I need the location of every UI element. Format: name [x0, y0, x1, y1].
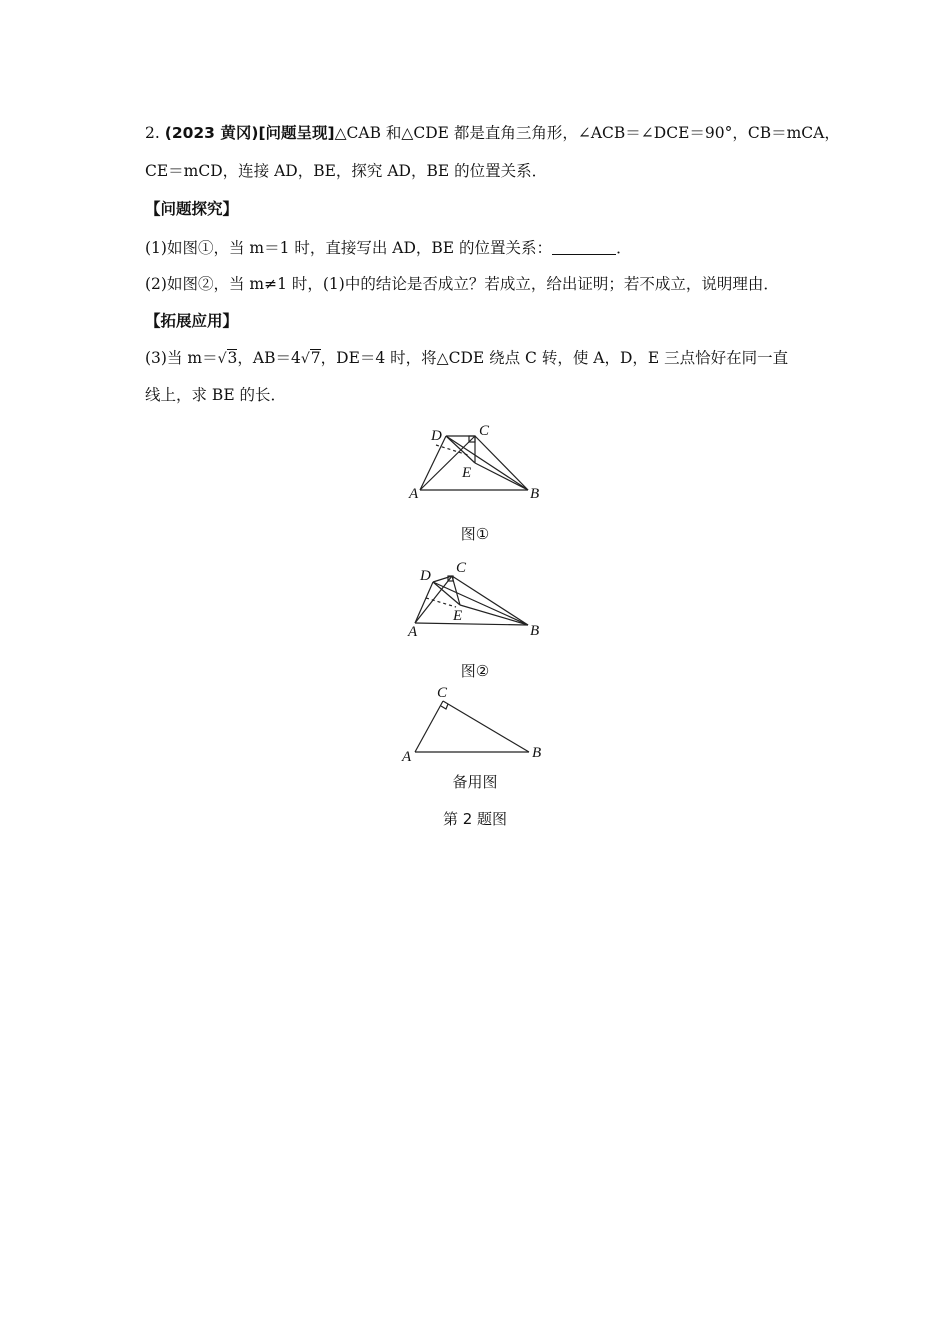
figure-3 [395, 682, 555, 766]
problem-tag: [问题呈现] [258, 124, 335, 142]
figure-1-caption: 图① [460, 525, 490, 543]
fig2-segment-AD [415, 582, 433, 623]
fig2-segment-DB [433, 582, 528, 625]
fig2-segment-DE [433, 582, 460, 605]
problem-line-2: CE＝mCD，连接 AD，BE，探究 AD，BE 的位置关系． [145, 162, 548, 180]
problem-source: (2023 黄冈) [164, 124, 259, 142]
fig1-segment-AD [420, 436, 446, 490]
fig1-segment-AC [420, 436, 475, 490]
fig2-label-E: E [453, 608, 463, 624]
figure-3-caption: 备用图 [452, 773, 498, 791]
question-3: (3)当 m＝√3，AB＝4√7，DE＝4 时，将△CDE 绕点 C 转，使 A，D，E 三点恰好在同一直 [145, 349, 789, 367]
fig1-label-E: E [462, 465, 472, 481]
fig2-label-C: C [456, 560, 467, 576]
question-2: (2)如图②，当 m≠1 时，(1)中的结论是否成立？若成立，给出证明；若不成立，说明理由． [145, 275, 779, 293]
question-1-text: (1)如图①，当 m＝1 时，直接写出 AD，BE 的位置关系： [145, 239, 553, 257]
answer-blank [552, 240, 616, 255]
sqrt-7: 7 [310, 349, 321, 367]
problem-line-1 [145, 123, 840, 143]
question-3-part-b: ，AB＝4 [237, 349, 301, 367]
fig3-segment-AC [415, 701, 443, 752]
fig1-label-D: D [431, 428, 442, 444]
fig3-label-B: B [532, 745, 542, 761]
fig2-segment-AB [415, 623, 528, 625]
figure-group-caption: 第 2 题图 [442, 810, 508, 828]
fig1-segment-CB [475, 436, 528, 490]
problem-statement-1: △CAB 和△CDE 都是直角三角形，∠ACB＝∠DCE＝90°，CB＝mCA， [334, 124, 840, 142]
figure-2-caption: 图② [460, 662, 490, 680]
fig2-label-B: B [530, 623, 540, 639]
section-heading-apply: 【拓展应用】 [145, 312, 239, 330]
fig1-label-A: A [409, 486, 419, 502]
question-3-part-c: ，DE＝4 时，将△CDE 绕点 C 转，使 A，D，E 三点恰好在同一直 [320, 349, 789, 367]
figure-2 [400, 556, 560, 646]
question-3-line-2: 线上，求 BE 的长． [145, 386, 287, 404]
fig2-label-D: D [420, 568, 431, 584]
fig2-segment-CB [452, 576, 528, 625]
question-3-part-a: (3)当 m＝ [145, 349, 218, 367]
sqrt-3: 3 [227, 349, 238, 367]
fig3-label-A: A [402, 749, 412, 765]
fig1-segment-EB [475, 463, 528, 490]
fig2-label-A: A [408, 624, 418, 640]
question-1-end: ． [616, 239, 632, 257]
fig2-segment-EB [460, 605, 528, 625]
fig3-label-C: C [437, 685, 448, 701]
section-heading-explore: 【问题探究】 [145, 200, 239, 218]
problem-number: 2. [145, 124, 160, 142]
question-1 [145, 238, 632, 258]
figure-1 [400, 418, 560, 508]
fig1-segment-DB [446, 436, 528, 490]
fig3-segment-CB [443, 701, 529, 752]
fig1-label-B: B [530, 486, 540, 502]
fig1-label-C: C [479, 423, 490, 439]
fig3-right-angle-mark [441, 704, 448, 709]
